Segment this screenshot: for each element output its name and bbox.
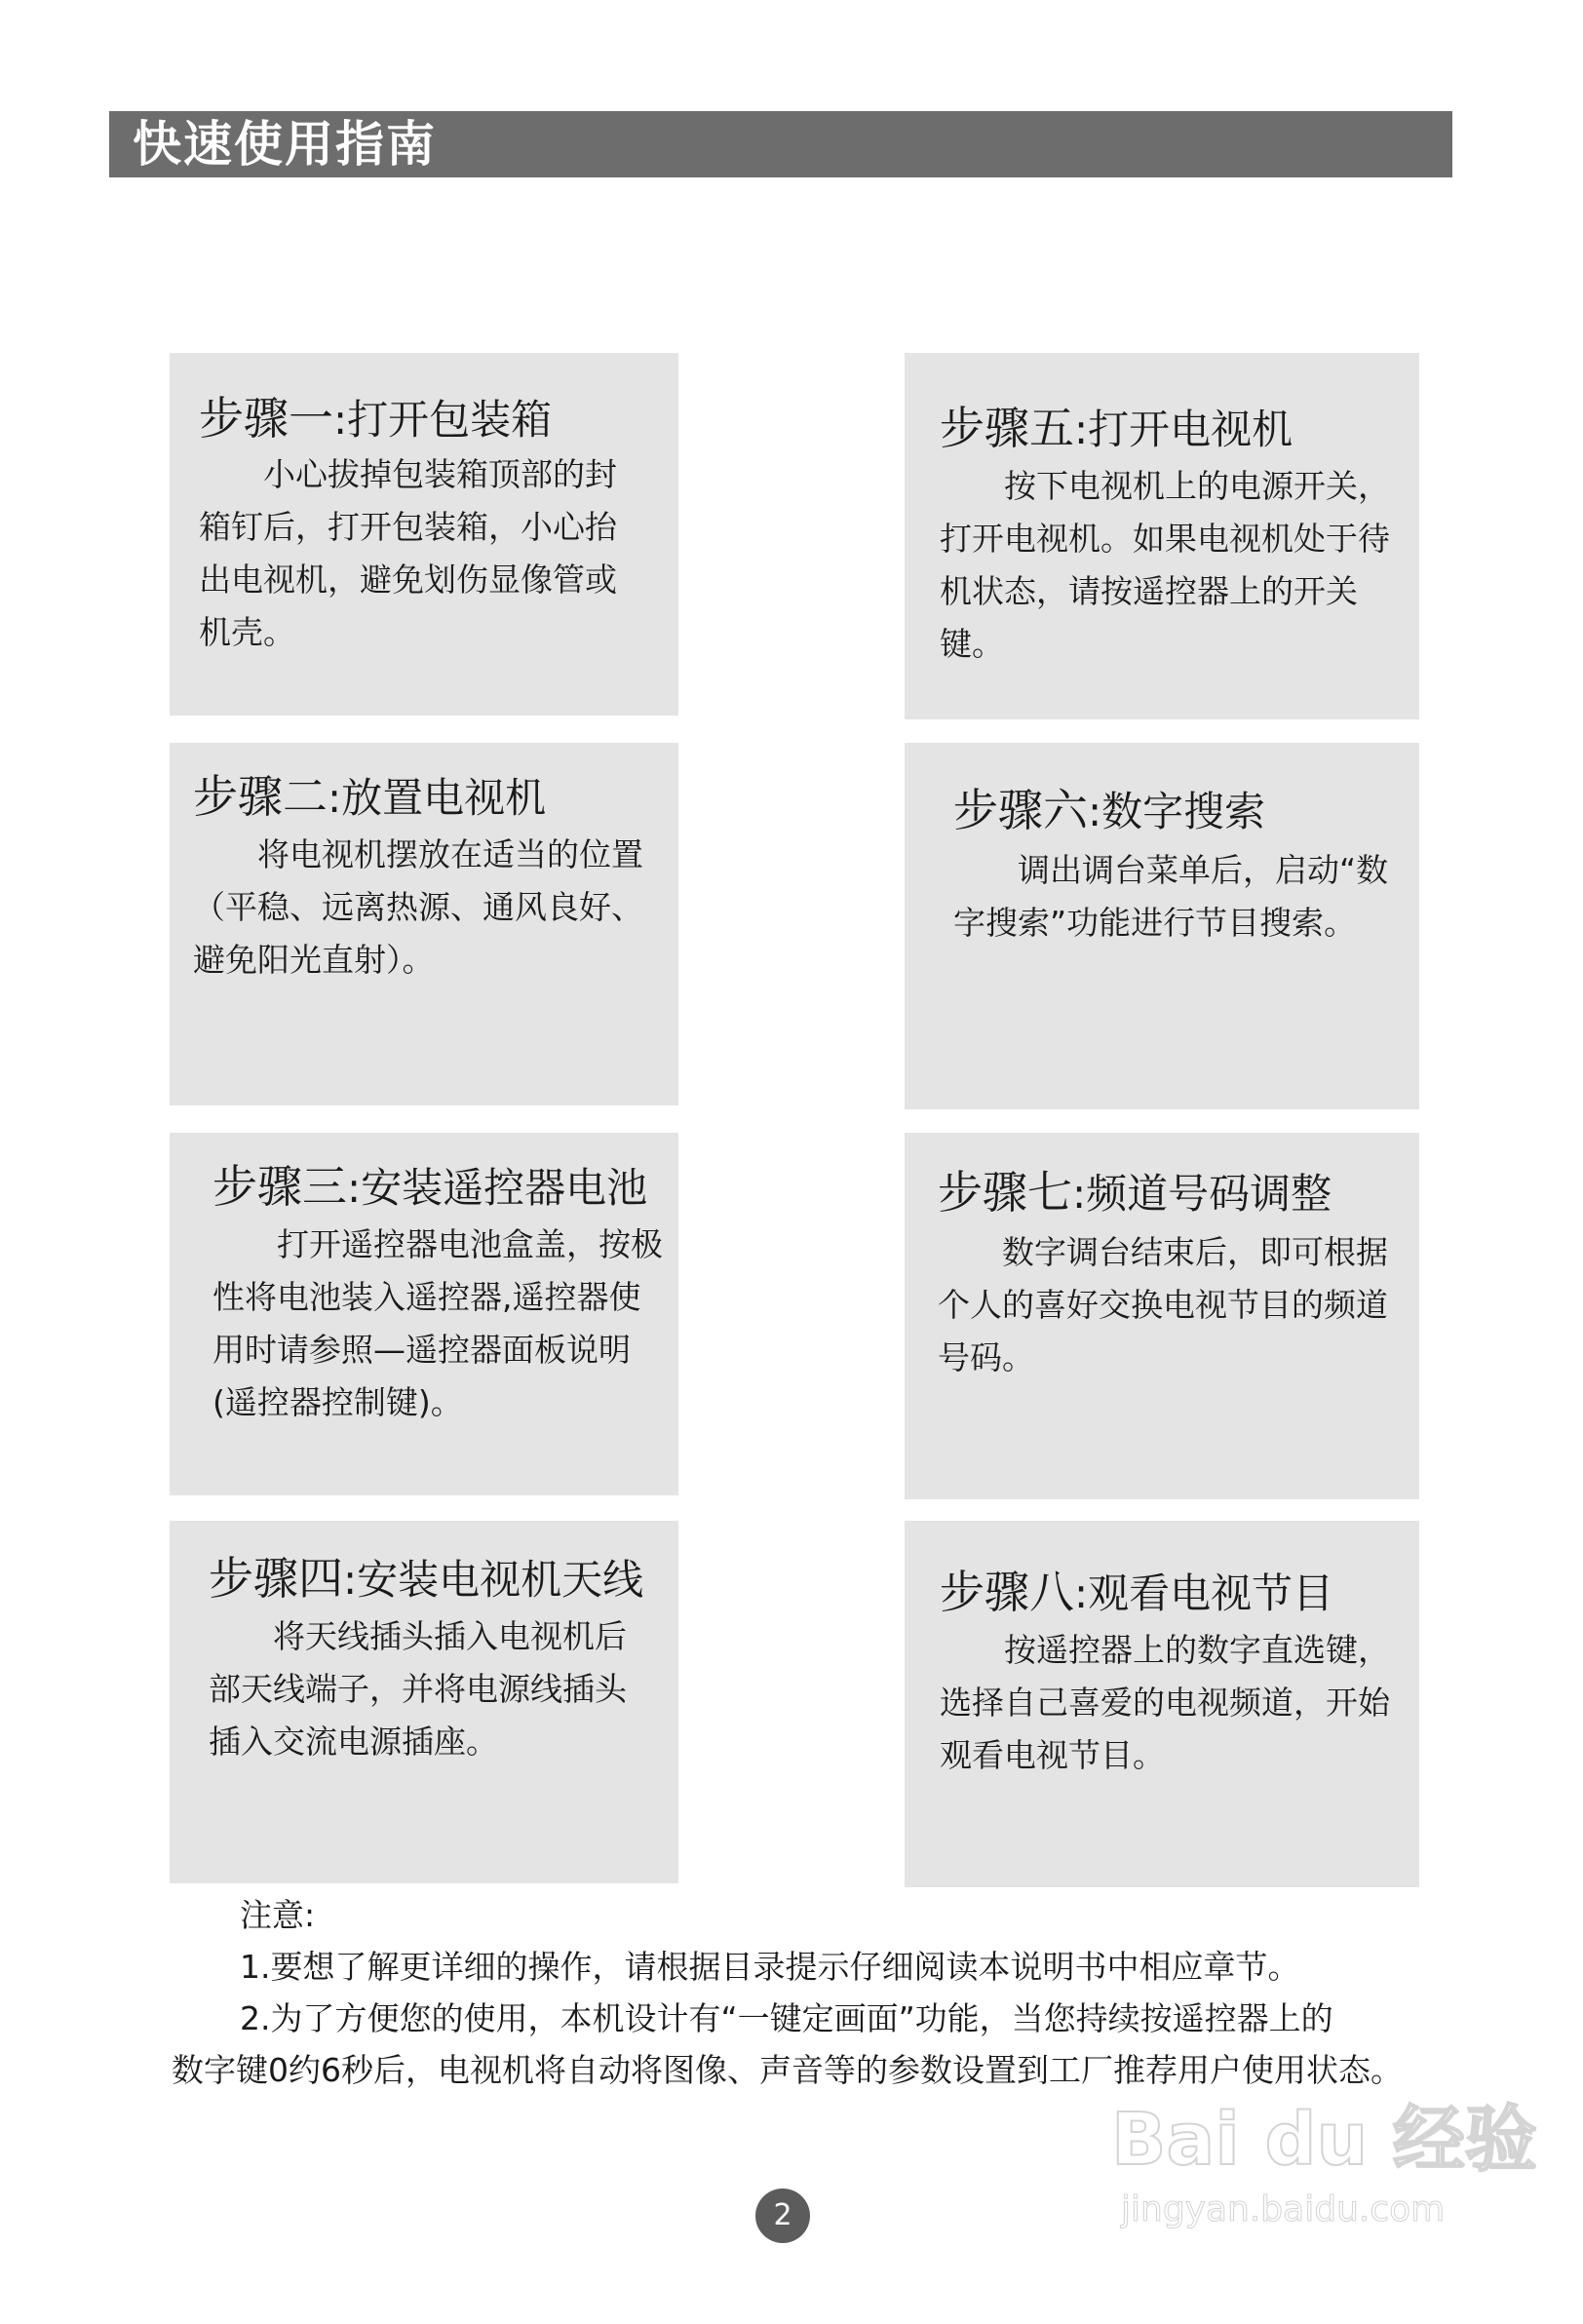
step-title <box>199 392 552 446</box>
step-name: :安装遥控器电池 <box>347 1164 648 1212</box>
step-title <box>209 1552 643 1607</box>
watermark-url: jingyan.baidu.com <box>1121 2189 1446 2229</box>
step-name: :安装电视机天线 <box>343 1556 644 1604</box>
step-lead: 步骤三 <box>212 1160 347 1213</box>
step-body: 数字调台结束后，即可根据个人的喜好交换电视节目的频道号码。 <box>938 1233 1388 1376</box>
step-lead: 步骤四 <box>209 1552 343 1605</box>
step-name: :放置电视机 <box>328 774 547 822</box>
step-lead: 步骤一 <box>199 392 333 445</box>
step-card-5 <box>905 353 1419 719</box>
page-number-badge: 2 <box>755 2188 810 2243</box>
step-body: 按遥控器上的数字直选键，选择自己喜爱的电视频道，开始观看电视节目。 <box>940 1631 1390 1774</box>
step-body: 将电视机摆放在适当的位置（平稳、远离热源、通风良好、避免阳光直射）。 <box>193 835 643 979</box>
step-card-7 <box>905 1133 1419 1499</box>
note-item-2: 2.为了方便您的使用，本机设计有“一键定画面”功能，当您持续按遥控器上的 <box>240 1999 1333 2037</box>
step-lead: 步骤二 <box>193 770 328 823</box>
step-body: 按下电视机上的电源开关，打开电视机。如果电视机处于待机状态，请按遥控器上的开关键。 <box>940 467 1390 663</box>
note-item-1: 1.要想了解更详细的操作，请根据目录提示仔细阅读本说明书中相应章节。 <box>240 1948 1300 1986</box>
step-card-2 <box>170 743 678 1105</box>
step-lead: 步骤六 <box>953 784 1088 836</box>
step-card-4 <box>170 1521 678 1883</box>
step-name: :数字搜索 <box>1088 788 1266 835</box>
step-title <box>953 784 1265 838</box>
step-lead: 步骤八 <box>940 1566 1074 1618</box>
step-name: :频道号码调整 <box>1072 1170 1332 1218</box>
step-card-1 <box>170 353 678 716</box>
step-card-8 <box>905 1521 1419 1887</box>
step-title <box>938 1166 1332 1220</box>
note-item-2-continued: 数字键0约6秒后，电视机将自动将图像、声音等的参数设置到工厂推荐用户使用状态。 <box>172 2051 1403 2089</box>
step-name: :观看电视节目 <box>1074 1569 1334 1617</box>
step-title <box>212 1160 647 1215</box>
step-body: 调出调台菜单后，启动“数字搜索”功能进行节目搜索。 <box>953 851 1389 942</box>
step-lead: 步骤七 <box>938 1166 1072 1219</box>
baidu-watermark <box>1111 2096 1537 2242</box>
step-body: 将天线插头插入电视机后部天线端子，并将电源线插头插入交流电源插座。 <box>209 1617 627 1761</box>
step-title <box>193 770 546 825</box>
step-title <box>940 1566 1333 1620</box>
step-card-6 <box>905 743 1419 1109</box>
step-body: 小心拔掉包装箱顶部的封箱钉后，打开包装箱，小心抬出电视机，避免划伤显像管或机壳。 <box>199 455 617 651</box>
page-title: 快速使用指南 <box>133 116 437 173</box>
notes-section <box>172 1889 1517 2096</box>
step-name: :打开包装箱 <box>333 396 553 444</box>
header-bar <box>109 111 1452 177</box>
step-lead: 步骤五 <box>940 402 1074 454</box>
step-name: :打开电视机 <box>1074 406 1293 453</box>
notes-heading: 注意: <box>240 1896 316 1934</box>
step-title <box>940 402 1293 456</box>
step-card-3 <box>170 1133 678 1495</box>
step-body: 打开遥控器电池盒盖，按极性将电池装入遥控器,遥控器使用时请参照—遥控器面板说明(遥控器控制键)。 <box>212 1225 663 1421</box>
watermark-logo-text: Bai du 经验 <box>1111 2098 1537 2182</box>
